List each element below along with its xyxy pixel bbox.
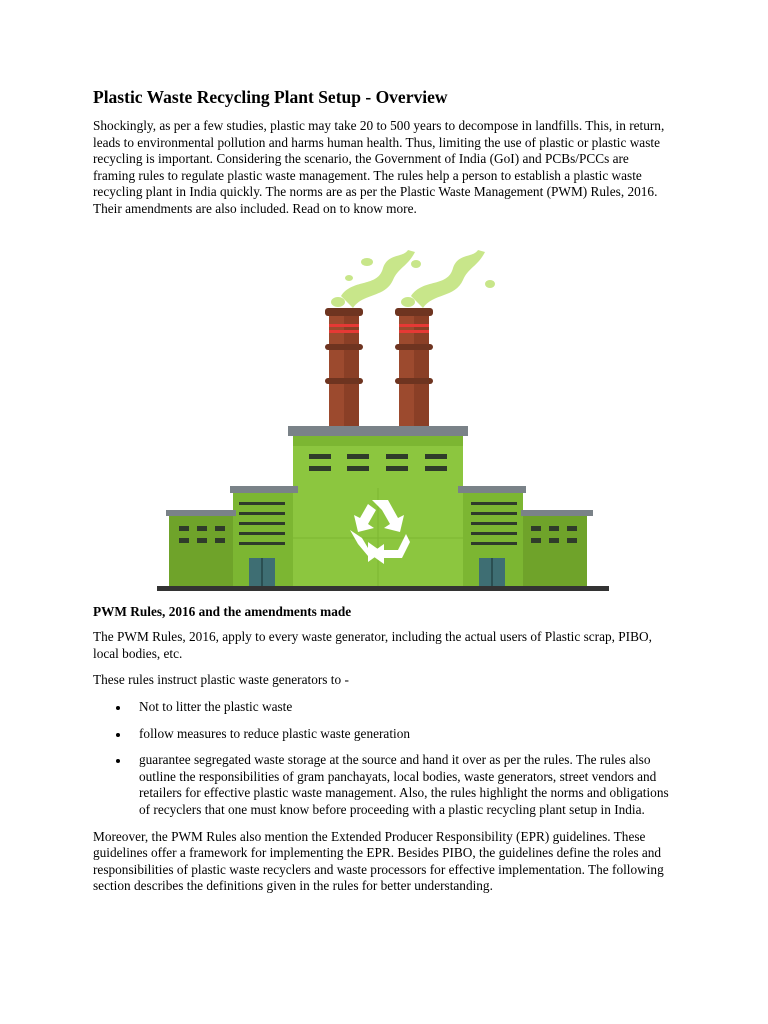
list-item: Not to litter the plastic waste <box>139 699 673 716</box>
smoke-icon <box>331 250 495 308</box>
chimney-icon <box>325 308 433 428</box>
list-item: follow measures to reduce plastic waste generation <box>139 726 673 743</box>
section-paragraph-3: Moreover, the PWM Rules also mention the Extended Producer Responsibility (EPR) guidelines. These guidelines offer a framework for implementing the EPR. Besides PIBO, the guidelines define the roles and responsibilities of plastic waste recyclers and waste processors for effective implementation. The following section describes the definitions given in the rules for better understanding. <box>93 828 664 894</box>
section-heading: PWM Rules, 2016 and the amendments made <box>93 603 352 619</box>
recycling-factory-illustration <box>93 238 673 598</box>
ground-line <box>157 586 609 591</box>
factory-icon <box>153 238 613 598</box>
section-paragraph-1: The PWM Rules, 2016, apply to every waste generator, including the actual users of Plastic scrap, PIBO, local bodies, etc. <box>93 629 652 661</box>
article <box>93 86 673 905</box>
section-paragraph-2: These rules instruct plastic waste generators to - <box>93 672 349 688</box>
page-title: Plastic Waste Recycling Plant Setup - Overview <box>93 87 448 107</box>
list-item: guarantee segregated waste storage at the source and hand it over as per the rules. The rules also outline the responsibilities of gram panchayats, local bodies, waste generators, street vendors and retailers for effective plastic waste management. Also, the rules highlight the norms and obligations of recyclers that one must know before proceeding with a plastic recycling plant setup in India. <box>139 752 673 818</box>
intro-paragraph: Shockingly, as per a few studies, plastic may take 20 to 500 years to decompose in landfills. This, in return, leads to environmental pollution and harms human health. Thus, limiting the use of plastic or plastic waste recycling is important. Considering the scenario, the Government of India (GoI) and PCBs/PCCs are framing rules to regulate plastic waste management. The rules help a person to establish a plastic waste recycling plant in India quickly. The norms are as per the Plastic Waste Management (PWM) Rules, 2016. Their amendments are also included. Read on to know more. <box>93 118 665 216</box>
bullet-list <box>93 699 673 819</box>
